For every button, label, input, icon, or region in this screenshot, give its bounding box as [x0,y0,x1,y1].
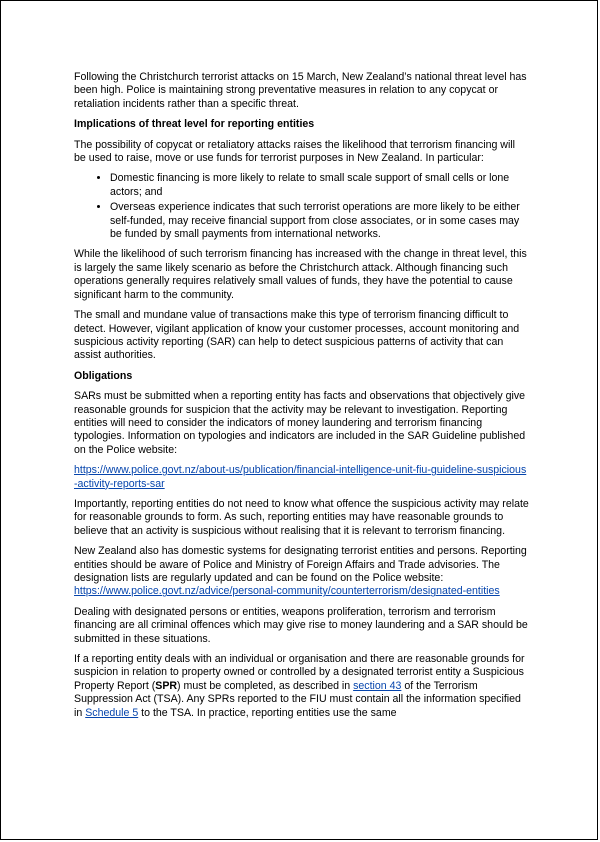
spr-bold: SPR [155,679,178,692]
schedule-5-link[interactable]: Schedule 5 [85,706,139,719]
spr-text-c: of the Terrorism Suppression Act (TSA). Any SPRs reported to the FIU must contain all the information specified in [74,679,521,719]
spr-text-a: If a reporting entity deals with an individual or organisation and there are reasonable grounds for suspicion in relation to property owned or controlled by a designated terrorist entity a Suspicious Property Report ( [74,653,525,692]
heading-implications: Implications of threat level for reporting entities [74,118,315,131]
spr-text-b: ) must be completed, as described in [177,679,354,692]
sar-guideline-link[interactable]: https://www.police.govt.nz/about-us/publication/financial-intelligence-unit-fiu-guideline-suspicious-activity-reports-sar [74,464,527,490]
list-item: • Overseas experience indicates that such terrorist operations are more likely to be either self-funded, may receive financial support from close associates, or in some cases may be funded by small payments from international networks. [110,201,529,241]
list-item: • Domestic financing is more likely to relate to small scale support of small cells or lone actors; and [110,172,529,199]
paragraph-mundane-value: The small and mundane value of transactions make this type of terrorism financing difficult to detect. However, vigilant application of know your customer processes, account monitoring and suspicious activity reporting (SAR) can help to detect suspicious patterns of activity that can assist authorities. [74,309,520,362]
heading-obligations: Obligations [74,369,133,382]
paragraph-sar-submission: SARs must be submitted when a reporting entity has facts and observations that objectively give reasonable grounds for suspicion that the activity may be relevant to investigation. Reporting entities will need to consider the indicators of money laundering and terrorism financing typologies. Information on typologies and indicators are included in the SAR Guideline published on the Police website: [74,390,526,456]
designated-entities-link[interactable]: https://www.police.govt.nz/advice/personal-community/counterterrorism/designated-entities [74,585,500,598]
paragraph-spr [74,653,529,720]
document-body [74,71,529,727]
paragraph-possibility: The possibility of copycat or retaliatory attacks raises the likelihood that terrorism financing will be used to raise, move or use funds for terrorist purposes in New Zealand. In particular: [74,138,516,165]
paragraph-criminal-offences: Dealing with designated persons or entities, weapons proliferation, terrorism and terrorism financing are all criminal offences which may give rise to money laundering and a SAR should be submitted in these situations. [74,605,528,645]
spr-text-d: to the TSA. In practice, reporting entities use the same [138,706,397,719]
paragraph-importantly: Importantly, reporting entities do not need to know what offence the suspicious activity may relate for reasonable grounds to form. As such, reporting entities may have reasonable grounds to believe that an activity is suspicious without realising that it is relevant to terrorism financing. [74,497,529,537]
intro-paragraph: Following the Christchurch terrorist attacks on 15 March, New Zealand’s national threat level has been high. Police is maintaining strong preventative measures in relation to any copycat or retaliation incidents rather than a specific threat. [74,71,527,110]
sar-guideline-link-paragraph [74,464,529,491]
bullet-list [74,172,529,241]
designation-text: New Zealand also has domestic systems for designating terrorist entities and persons. Reporting entities should be aware of Police and Ministry of Foreign Affairs and Trade advisories. The designation lists are regularly updated and can be found on the Police website: [74,545,527,584]
paragraph-likelihood: While the likelihood of such terrorism financing has increased with the change in threat level, this is largely the same likely scenario as before the Christchurch attack. Although financing such operations generally requires relatively small values of funds, they have the potential to cause significant harm to the community. [74,248,527,301]
paragraph-designation-systems [74,545,529,599]
section-43-link[interactable]: section 43 [353,679,402,692]
